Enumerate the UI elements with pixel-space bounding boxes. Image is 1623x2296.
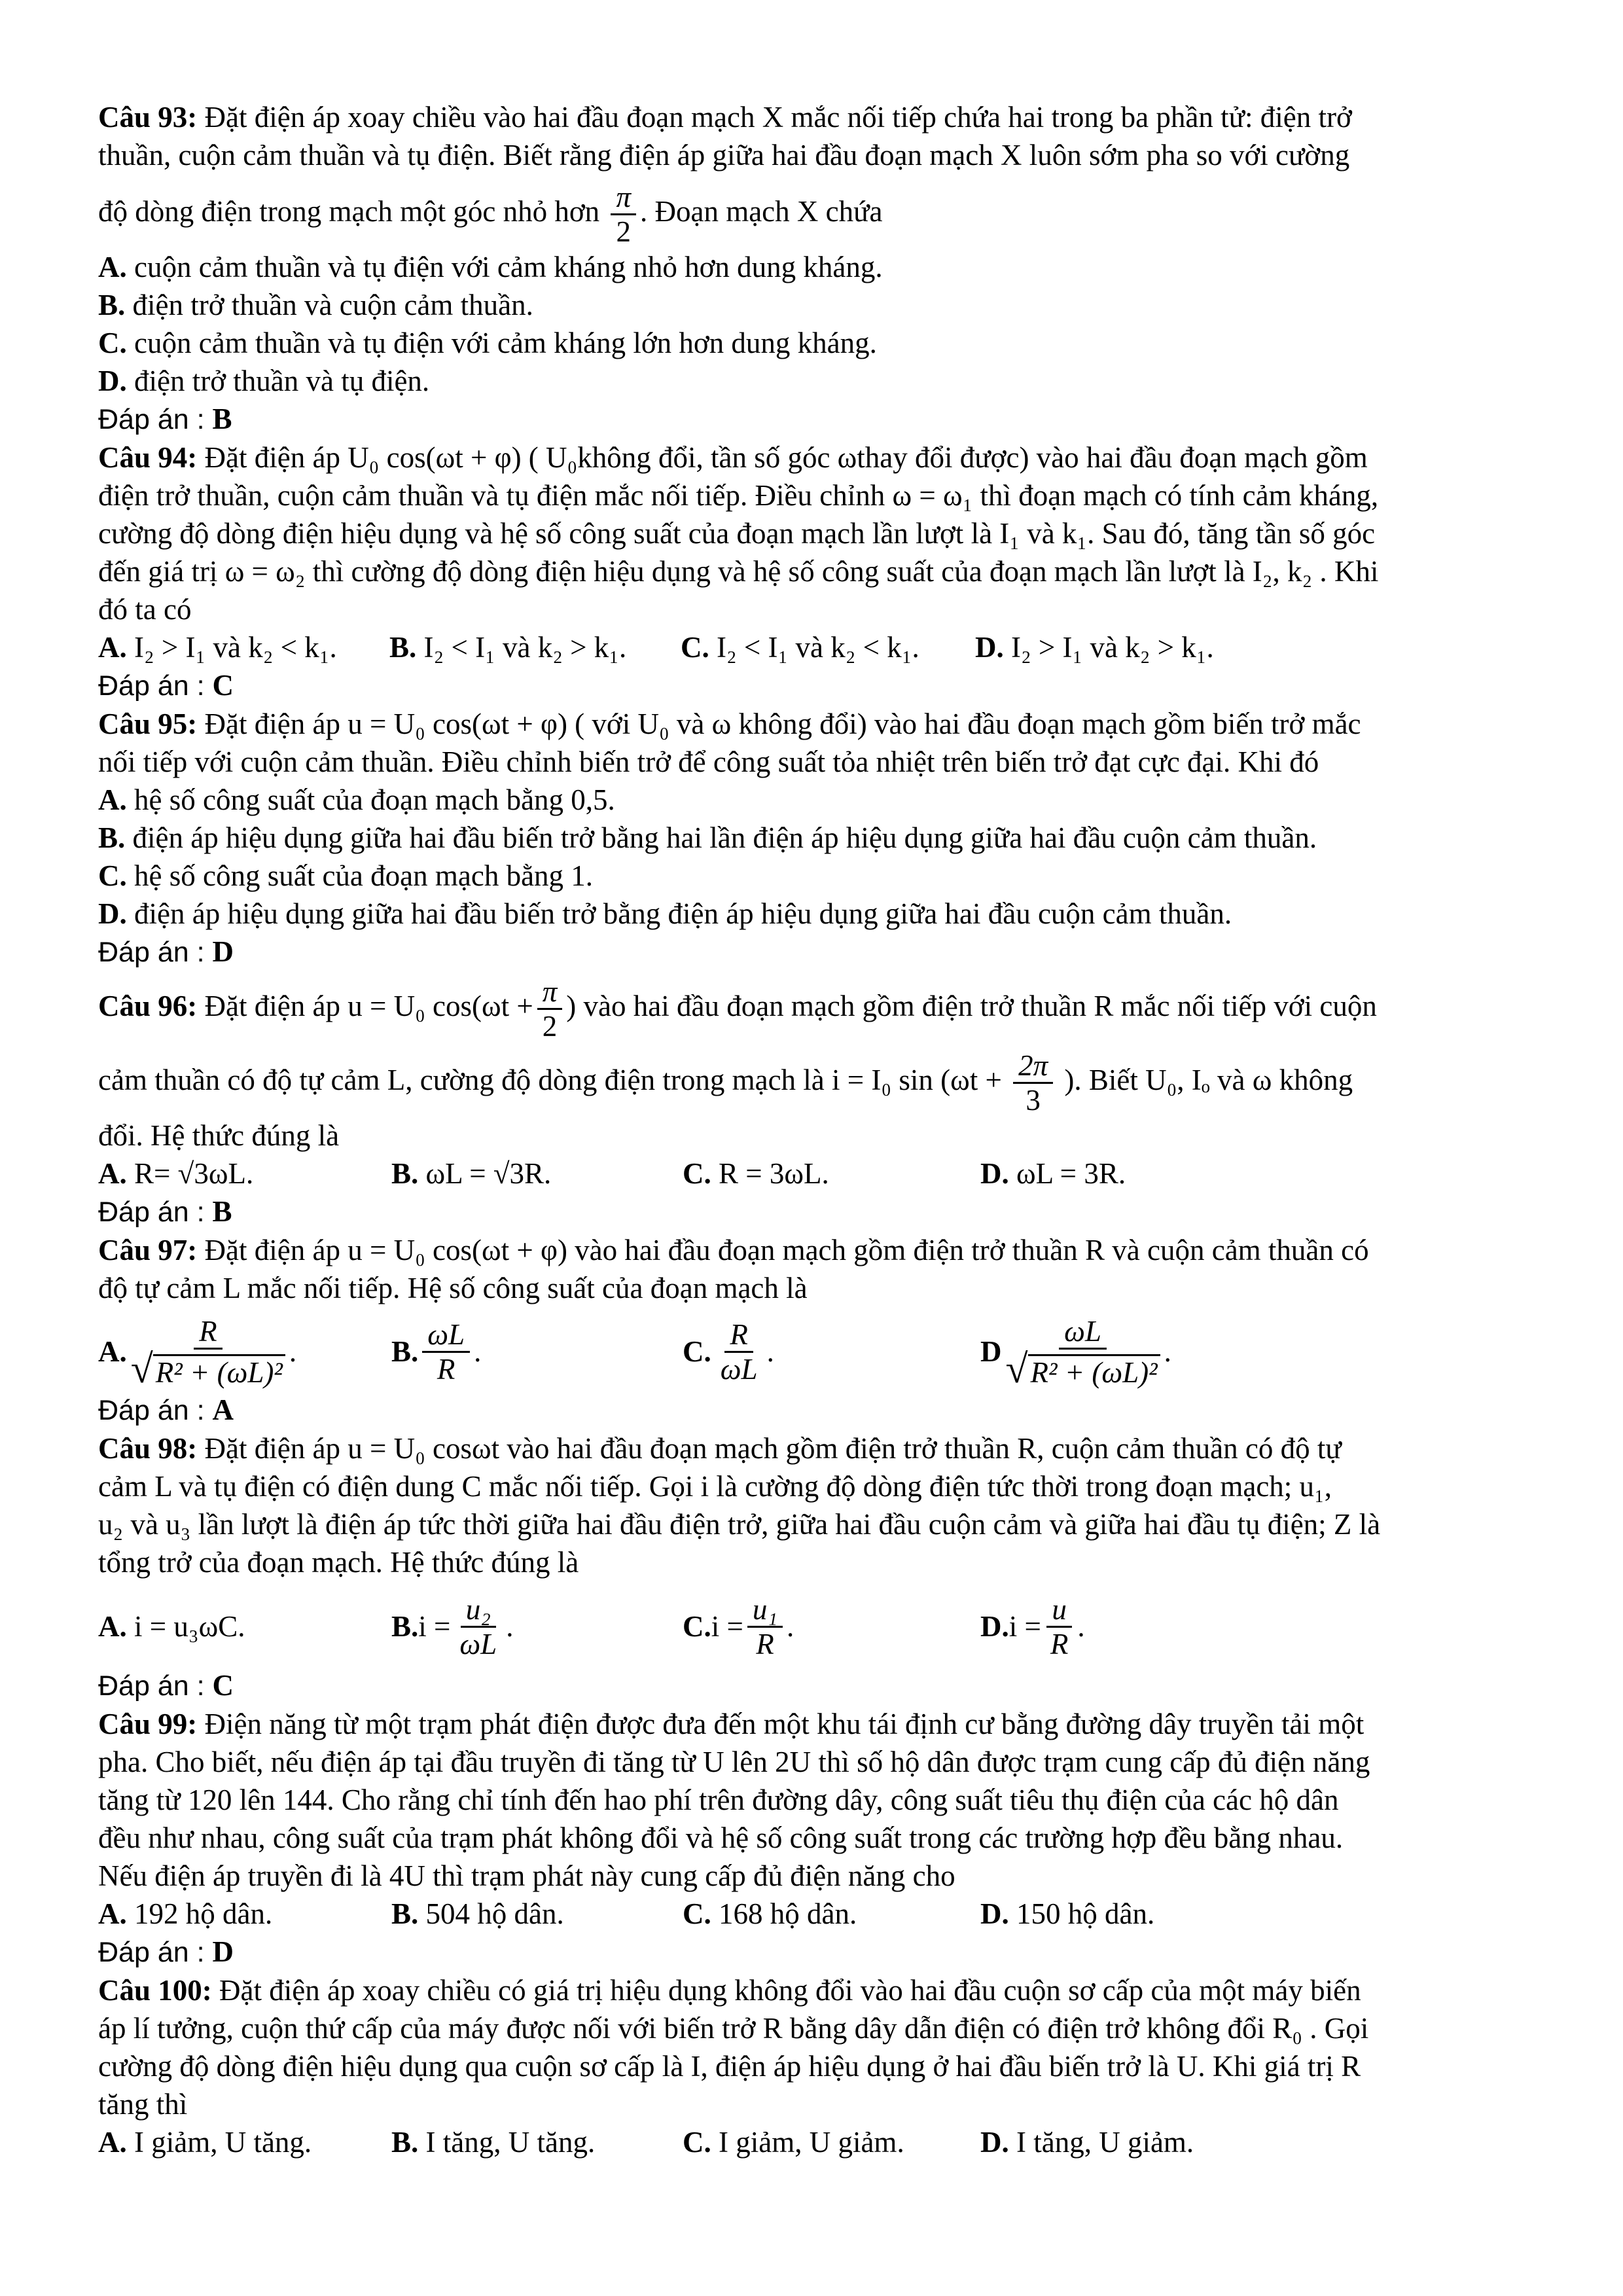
- document-page: [98, 98, 1531, 2161]
- question-text: u₂ và u₃ lần lượt là điện áp tức thời giữa hai đầu điện trở, giữa hai đầu cuộn cảm và giữa hai đầu tụ điện; Z là: [98, 1508, 1381, 1541]
- question-label: Câu 93:: [98, 101, 198, 134]
- option-a: A. R √ R² + (ωL)² .: [98, 1314, 297, 1391]
- fraction: $\frac{u}{R}$: [1045, 1593, 1074, 1660]
- answer-line: Đáp án : B: [98, 1195, 232, 1228]
- option-c: C. I giảm, U giảm.: [683, 2126, 904, 2159]
- question-text: tăng thì: [98, 2088, 188, 2121]
- answer-line: Đáp án : C: [98, 669, 234, 702]
- question-text: pha. Cho biết, nếu điện áp tại đầu truyền đi tăng từ U lên 2U thì số hộ dân được trạm cung cấp đủ điện năng: [98, 1746, 1370, 1778]
- question-text: độ dòng điện trong mạch một góc nhỏ hơn $\frac{\pi}{2}$ . Đoạn mạch X chứa: [98, 181, 883, 248]
- option-b: B. i = $\frac{\text{u₂}}{\omega L}$ .: [391, 1592, 514, 1660]
- fraction: $\frac{\text{u₁}}{R}$: [747, 1593, 783, 1660]
- question-text: Câu 96: Đặt điện áp u = U₀ cos(ωt + $\frac{\pi}{2}$ ) vào hai đầu đoạn mạch gồm điện trở thuần R mắc nối tiếp với cuộn: [98, 975, 1377, 1043]
- question-94: [98, 439, 1531, 705]
- question-label: Câu 100:: [98, 1974, 212, 2007]
- option-b: B. I tăng, U tăng.: [391, 2126, 596, 2159]
- option-b: B. $\frac{\omega L}{R}$ .: [391, 1318, 482, 1386]
- fraction: $\frac{\pi}{2}$: [537, 975, 563, 1043]
- question-text: nối tiếp với cuộn cảm thuần. Điều chỉnh biến trở để công suất tỏa nhiệt trên biến trở đạt cực đại. Khi đó: [98, 745, 1319, 778]
- answer-line: Đáp án : D: [98, 1935, 234, 1968]
- question-97: [98, 1231, 1531, 1429]
- question-label: Câu 98:: [98, 1432, 198, 1465]
- options-row: [98, 1312, 1531, 1391]
- question-text: cường độ dòng điện hiệu dụng và hệ số công suất của đoạn mạch lần lượt là I₁ và k₁. Sau đó, tăng tần số góc: [98, 517, 1376, 550]
- option-c: C. 168 hộ dân.: [683, 1897, 857, 1930]
- option-d: D. i = $\frac{u}{R}$ .: [980, 1592, 1085, 1660]
- question-label: Câu 94:: [98, 441, 198, 474]
- answer-line: Đáp án : B: [98, 403, 232, 435]
- option-d: D. điện trở thuần và tụ điện.: [98, 365, 430, 397]
- sqrt-sign: √: [1005, 1346, 1028, 1391]
- fraction: ωL √ R² + (ωL)²: [1006, 1315, 1160, 1389]
- question-text: Câu 99: Điện năng từ một trạm phát điện được đưa đến một khu tái định cư bằng đường dây truyền tải một: [98, 1708, 1364, 1740]
- options-row: [98, 1155, 1531, 1193]
- question-text: Câu 98: Đặt điện áp u = U₀ cosωt vào hai đầu đoạn mạch gồm điện trở thuần R, cuộn cảm thuần có độ tự: [98, 1432, 1342, 1465]
- question-text: cảm thuần có độ tự cảm L, cường độ dòng điện trong mạch là i = I₀ sin (ωt + $\frac{2\pi}{3}$ ). Biết U₀, Iₒ và ω không: [98, 1049, 1353, 1117]
- fraction: $\frac{\text{u₂}}{\omega L}$: [459, 1592, 497, 1660]
- option-b: B. điện áp hiệu dụng giữa hai đầu biến trở bằng hai lần điện áp hiệu dụng giữa hai đầu cuộn cảm thuần.: [98, 821, 1317, 854]
- question-label: Câu 95:: [98, 708, 198, 740]
- question-98: [98, 1429, 1531, 1705]
- option-a: A. 192 hộ dân.: [98, 1897, 273, 1930]
- question-93: [98, 98, 1531, 439]
- option-b: B. điện trở thuần và cuộn cảm thuần.: [98, 289, 533, 321]
- question-text: cảm L và tụ điện có điện dung C mắc nối tiếp. Gọi i là cường độ dòng điện tức thời trong đoạn mạch; u₁,: [98, 1470, 1332, 1503]
- question-text: Câu 97: Đặt điện áp u = U₀ cos(ωt + φ) vào hai đầu đoạn mạch gồm điện trở thuần R và cuộn cảm thuần có: [98, 1234, 1369, 1266]
- option-c: C. i = $\frac{\text{u₁}}{R}$ .: [683, 1592, 794, 1660]
- option-a: A. cuộn cảm thuần và tụ điện với cảm kháng nhỏ hơn dung kháng.: [98, 251, 883, 283]
- fraction: $\frac{2\pi}{3}$: [1013, 1049, 1053, 1117]
- options-row: [98, 1895, 1531, 1933]
- option-d: D. I tăng, U giảm.: [980, 2126, 1194, 2159]
- option-d: D. ωL = 3R.: [980, 1157, 1126, 1190]
- question-label: Câu 97:: [98, 1234, 198, 1266]
- question-text: Câu 93: Đặt điện áp xoay chiều vào hai đầu đoạn mạch X mắc nối tiếp chứa hai trong ba phần tử: điện trở: [98, 101, 1352, 134]
- option-d: D. điện áp hiệu dụng giữa hai đầu biến trở bằng điện áp hiệu dụng giữa hai đầu cuộn cảm thuần.: [98, 897, 1232, 930]
- option-d: D. I₂ > I₁ và k₂ > k₁.: [975, 631, 1214, 664]
- question-text: Câu 95: Đặt điện áp u = U₀ cos(ωt + φ) ( với U₀ và ω không đổi) vào hai đầu đoạn mạch gồm biến trở mắc: [98, 708, 1361, 740]
- question-text: Câu 94: Đặt điện áp U₀ cos(ωt + φ) ( U₀không đổi, tần số góc ωthay đổi được) vào hai đầu đoạn mạch gồm: [98, 441, 1368, 474]
- sqrt-sign: √: [130, 1346, 153, 1391]
- option-a: A. I₂ > I₁ và k₂ < k₁.: [98, 631, 337, 664]
- option-a: A. hệ số công suất của đoạn mạch bằng 0,5.: [98, 783, 615, 816]
- answer-line: Đáp án : C: [98, 1669, 234, 1702]
- question-text: Nếu điện áp truyền đi là 4U thì trạm phát này cung cấp đủ điện năng cho: [98, 1859, 955, 1892]
- question-label: Câu 99:: [98, 1708, 198, 1740]
- question-95: [98, 705, 1531, 971]
- question-99: [98, 1705, 1531, 1971]
- question-100: [98, 1971, 1531, 2161]
- option-c: C. R = 3ωL.: [683, 1157, 829, 1190]
- answer-line: Đáp án : D: [98, 935, 234, 968]
- question-text: đổi. Hệ thức đúng là: [98, 1119, 340, 1152]
- fraction: R √ R² + (ωL)²: [131, 1315, 285, 1389]
- question-text: độ tự cảm L mắc nối tiếp. Hệ số công suất của đoạn mạch là: [98, 1272, 808, 1304]
- option-c: C. cuộn cảm thuần và tụ điện với cảm kháng lớn hơn dung kháng.: [98, 327, 877, 359]
- option-b: B. 504 hộ dân.: [391, 1897, 564, 1930]
- option-c: C. $\frac{R}{\omega L}$ .: [683, 1318, 774, 1386]
- question-text: tổng trở của đoạn mạch. Hệ thức đúng là: [98, 1546, 579, 1579]
- options-row: [98, 628, 1531, 666]
- question-label: Câu 96:: [98, 989, 198, 1022]
- option-d: D. 150 hộ dân.: [980, 1897, 1155, 1930]
- option-b: B. ωL = √3R.: [391, 1157, 552, 1190]
- option-c: C. hệ số công suất của đoạn mạch bằng 1.: [98, 859, 594, 892]
- question-text: thuần, cuộn cảm thuần và tụ điện. Biết rằng điện áp giữa hai đầu đoạn mạch X luôn sớm pha so với cường: [98, 139, 1350, 171]
- question-text: áp lí tưởng, cuộn thứ cấp của máy được nối với biến trở R bằng dây dẫn điện có điện trở không đổi R₀ . Gọi: [98, 2012, 1369, 2045]
- option-b: B. I₂ < I₁ và k₂ > k₁.: [389, 631, 627, 664]
- question-text: cường độ dòng điện hiệu dụng qua cuộn sơ cấp là I, điện áp hiệu dụng ở hai đầu biến trở là U. Khi giá trị R: [98, 2050, 1361, 2083]
- fraction: $\frac{\omega L}{R}$: [422, 1318, 470, 1386]
- fraction: $\frac{\pi}{2}$: [611, 181, 636, 248]
- question-96: [98, 975, 1531, 1231]
- question-text: điện trở thuần, cuộn cảm thuần và tụ điện mắc nối tiếp. Điều chỉnh ω = ω₁ thì đoạn mạch có tính cảm kháng,: [98, 479, 1379, 512]
- option-a: A. i = u₃ωC.: [98, 1610, 245, 1643]
- option-a: A. I giảm, U tăng.: [98, 2126, 312, 2159]
- answer-line: Đáp án : A: [98, 1393, 234, 1426]
- question-text: đó ta có: [98, 593, 192, 626]
- question-text: đều như nhau, công suất của trạm phát không đổi và hệ số công suất trong các trường hợp đều bằng nhau.: [98, 1821, 1344, 1854]
- question-text: đến giá trị ω = ω₂ thì cường độ dòng điện hiệu dụng và hệ số công suất của đoạn mạch lần lượt là I₂, k₂ . Khi: [98, 555, 1379, 588]
- question-text: tăng từ 120 lên 144. Cho rằng chỉ tính đến hao phí trên đường dây, công suất tiêu thụ điện của các hộ dân: [98, 1784, 1339, 1816]
- options-row: [98, 2123, 1531, 2161]
- options-row: [98, 1590, 1531, 1662]
- fraction: $\frac{R}{\omega L}$: [720, 1318, 758, 1386]
- option-a: A. R= √3ωL.: [98, 1157, 254, 1190]
- option-c: C. I₂ < I₁ và k₂ < k₁.: [681, 631, 919, 664]
- question-text: Câu 100: Đặt điện áp xoay chiều có giá trị hiệu dụng không đổi vào hai đầu cuộn sơ cấp của một máy biến: [98, 1974, 1361, 2007]
- option-d: D ωL √ R² + (ωL)² .: [980, 1314, 1171, 1391]
